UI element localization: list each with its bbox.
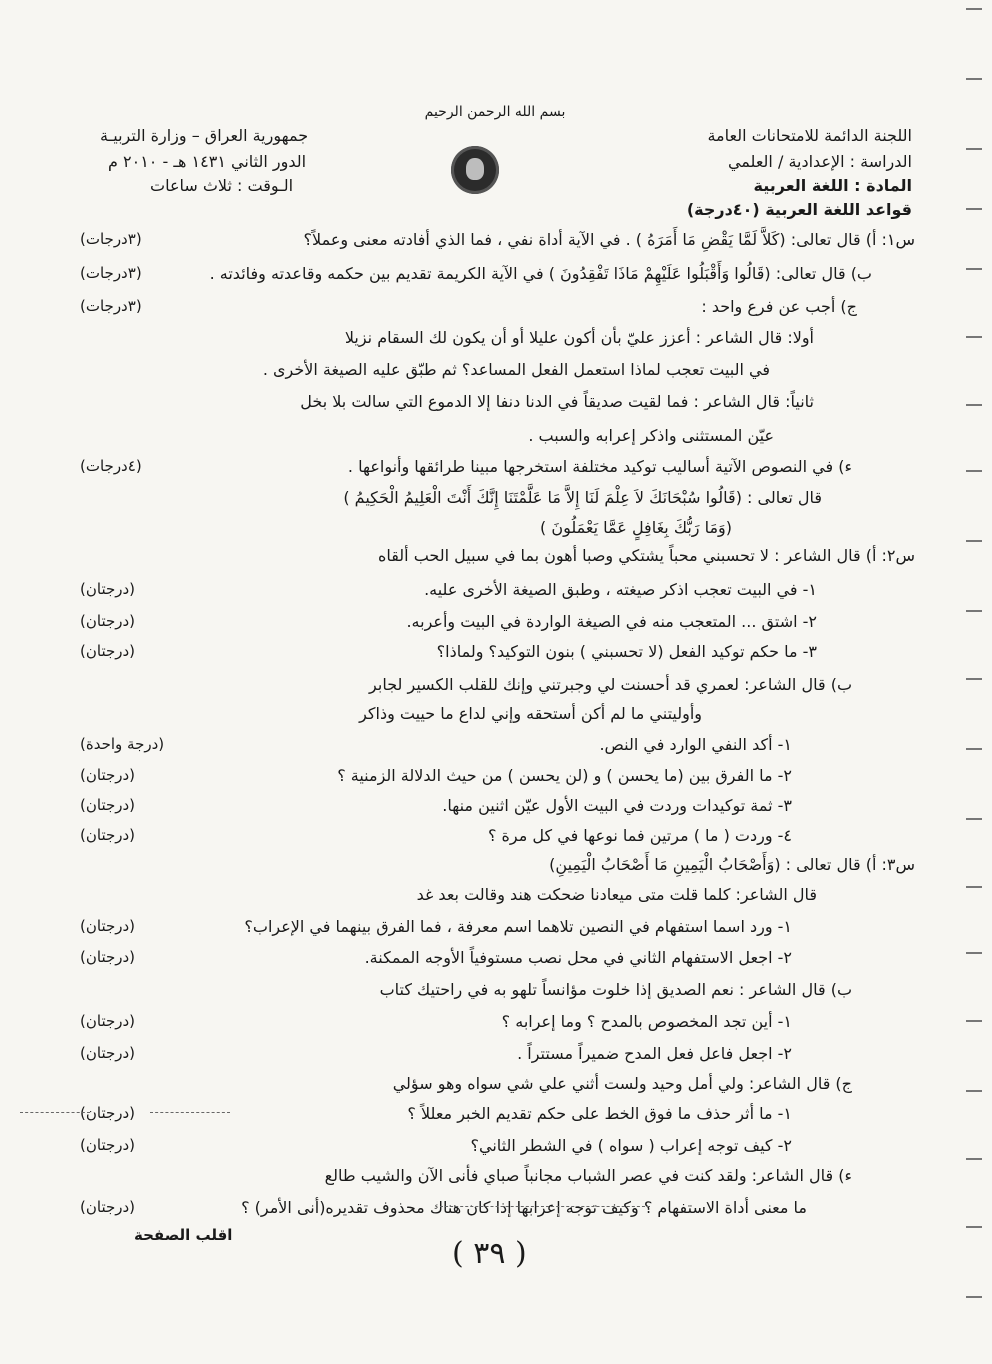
ministry-seal	[451, 146, 499, 194]
scan-smudge	[20, 1112, 90, 1113]
scan-mark	[966, 1226, 982, 1228]
question-line: ج) أجب عن فرع واحد :	[701, 297, 857, 316]
mark-allocation: (درجتان)	[80, 580, 136, 598]
mark-allocation: (درجتان)	[80, 1104, 136, 1122]
question-line: ٢- ما الفرق بين (ما يحسن ) و (لن يحسن ) من حيث الدلالة الزمنية ؟	[337, 766, 792, 785]
question-line: ما معنى أداة الاستفهام ؟ وكيف توجه إعرابها إذا كان هناك محذوف تقديره(أنى الأمر) ؟	[241, 1198, 807, 1217]
question-line: ٢- اشتق ... المتعجب منه في الصيغة الواردة في البيت وأعربه.	[406, 612, 817, 631]
question-line: وأوليتني ما لم أكن أستحقه وإني لداع ما حييت وذاكر	[359, 704, 702, 723]
mark-allocation: (درجتان)	[80, 766, 136, 784]
mark-allocation: (درجتان)	[80, 1198, 136, 1216]
question-line: (وَمَا رَبُّكَ بِغَافِلٍ عَمَّا يَعْمَلُونَ )	[540, 518, 732, 537]
question-line: ج) قال الشاعر: ولي أمل وحيد ولست أثني علي شي سواه وهو سؤلي	[392, 1074, 852, 1093]
question-line: أولا: قال الشاعر : أعزز عليّ بأن أكون عليلا أو أن يكون لك السقام نزيلا	[344, 328, 814, 347]
scan-mark	[966, 952, 982, 954]
question-line: ثانياً: قال الشاعر : فما لقيت صديقاً في الدنا دنفا إلا الدموع التي سالت بلا بخل	[300, 392, 814, 411]
question-line: ١- في البيت تعجب اذكر صيغته ، وطبق الصيغة الأخرى عليه.	[424, 580, 817, 599]
question-line: ١- ورد اسما استفهام في النصين تلاهما اسم معرفة ، فما الفرق بينهما في الإعراب؟	[244, 917, 792, 936]
question-line: ٢- كيف توجه إعراب ( سواه ) في الشطر الثاني؟	[470, 1136, 792, 1155]
question-line: س٢: أ) قال الشاعر : لا تحسبني محباً يشتكي وصبا أهون بما في سبيل الحب ألقاه	[377, 546, 915, 565]
question-line: ٢- اجعل فاعل فعل المدح ضميراً مستتراً .	[517, 1044, 792, 1063]
mark-allocation: (درجتان)	[80, 917, 136, 935]
mark-allocation: (درجتان)	[80, 796, 136, 814]
mark-allocation: (٣درجات)	[80, 297, 142, 315]
question-line: ء) في النصوص الآتية أساليب توكيد مختلفة استخرجها مبينا طرائقها وأنواعها .	[347, 457, 852, 476]
question-line: ب) قال الشاعر : نعم الصديق إذا خلوت مؤانساً تلهو به في راحتيك كتاب	[379, 980, 852, 999]
scan-mark	[966, 886, 982, 888]
mark-allocation: (درجة واحدة)	[80, 735, 165, 753]
mark-allocation: (٤درجات)	[80, 457, 142, 475]
scan-mark	[966, 148, 982, 150]
mark-allocation: (درجتان)	[80, 612, 136, 630]
mark-allocation: (٣درجات)	[80, 264, 142, 282]
scan-mark	[966, 1020, 982, 1022]
question-line: ٣- ثمة توكيدات وردت في البيت الأول عيّن اثنين منها.	[442, 796, 792, 815]
subject: المادة : اللغة العربية	[753, 176, 912, 195]
study-branch: الدراسة : الإعدادية / العلمي	[727, 152, 912, 171]
mark-allocation: (درجتان)	[80, 642, 136, 660]
mark-allocation: (درجتان)	[80, 948, 136, 966]
question-line: ب) قال تعالى: (قَالُوا وَأَقْبَلُوا عَلَيْهِمْ مَاذَا تَفْقِدُونَ ) في الآية الكريمة تقديم بين حكمه وقاعدته وفائدته .	[209, 264, 872, 283]
question-line: ١- أكد النفي الوارد في النص.	[599, 735, 792, 754]
scan-mark	[966, 748, 982, 750]
question-line: ١- أين تجد المخصوص بالمدح ؟ وما إعرابه ؟	[501, 1012, 792, 1031]
question-line: قال تعالى : (قَالُوا سُبْحَانَكَ لاَ عِلْمَ لَنَا إِلاَّ مَا عَلَّمْتَنَا إِنَّكَ أَنْتَ الْعَلِيمُ الْحَكِيمُ )	[343, 488, 822, 507]
question-line: ١- ما أثر حذف ما فوق الخط على حكم تقديم الخبر معللاً ؟	[407, 1104, 792, 1123]
question-line: ٣- ما حكم توكيد الفعل (لا تحسبني ) بنون التوكيد؟ ولماذا؟	[436, 642, 817, 661]
turn-page-note: اقلب الصفحة	[134, 1226, 233, 1244]
page-number: ( ٣٩ )	[452, 1236, 527, 1271]
mark-allocation: (درجتان)	[80, 826, 136, 844]
committee-name: اللجنة الدائمة للامتحانات العامة	[707, 126, 912, 145]
scan-mark	[966, 1090, 982, 1092]
mark-allocation: (٣درجات)	[80, 230, 142, 248]
scan-mark	[966, 404, 982, 406]
question-line: ء) قال الشاعر: ولقد كنت في عصر الشباب مجانباً صباي فأنى الآن والشيب طالع	[324, 1166, 852, 1185]
question-line: في البيت تعجب لماذا استعمل الفعل المساعد؟ ثم طبّق عليه الصيغة الأخرى .	[262, 360, 770, 379]
scan-mark	[966, 818, 982, 820]
scan-mark	[966, 470, 982, 472]
question-line: ٤- وردت ( ما ) مرتين فما نوعها في كل مرة ؟	[487, 826, 792, 845]
mark-allocation: (درجتان)	[80, 1012, 136, 1030]
scan-smudge	[150, 1112, 230, 1113]
scan-mark	[966, 78, 982, 80]
question-line: س١: أ) قال تعالى: (كَلاَّ لَمَّا يَقْضِ مَا أَمَرَهُ ) . في الآية أداة نفي ، فما الذي أفادته معنى وعملاً؟	[303, 230, 915, 249]
scan-mark	[966, 336, 982, 338]
scan-mark	[966, 610, 982, 612]
question-line: عيّن المستثنى واذكر إعرابه والسبب .	[528, 426, 774, 445]
question-line: ب) قال الشاعر: لعمري قد أحسنت لي وجبرتني وإنك للقلب الكسير لجابر	[369, 675, 852, 694]
scan-mark	[966, 678, 982, 680]
question-line: قال الشاعر: كلما قلت متى ميعادنا ضحكت هند وقالت بعد غد	[416, 885, 817, 904]
basmala: بسم الله الرحمن الرحيم	[424, 104, 566, 120]
scan-mark	[966, 540, 982, 542]
scan-mark	[966, 208, 982, 210]
country-ministry: جمهورية العراق – وزارة التربيـة	[100, 126, 309, 145]
scan-mark	[966, 8, 982, 10]
exam-round: الدور الثاني ١٤٣١ هـ - ٢٠١٠ م	[108, 152, 307, 171]
question-line: ٢- اجعل الاستفهام الثاني في محل نصب مستوفياً الأوجه الممكنة.	[364, 948, 792, 967]
scan-mark	[966, 1158, 982, 1160]
scan-smudge	[440, 1206, 650, 1207]
scan-mark	[966, 1296, 982, 1298]
section-title: قواعد اللغة العربية (٤٠درجة)	[686, 200, 912, 219]
question-line: س٣: أ) قال تعالى : (وَأَصْحَابُ الْيَمِينِ مَا أَصْحَابُ الْيَمِينِ)	[549, 855, 915, 874]
scan-mark	[966, 268, 982, 270]
exam-time: الـوقت : ثلاث ساعات	[150, 176, 294, 195]
mark-allocation: (درجتان)	[80, 1136, 136, 1154]
mark-allocation: (درجتان)	[80, 1044, 136, 1062]
